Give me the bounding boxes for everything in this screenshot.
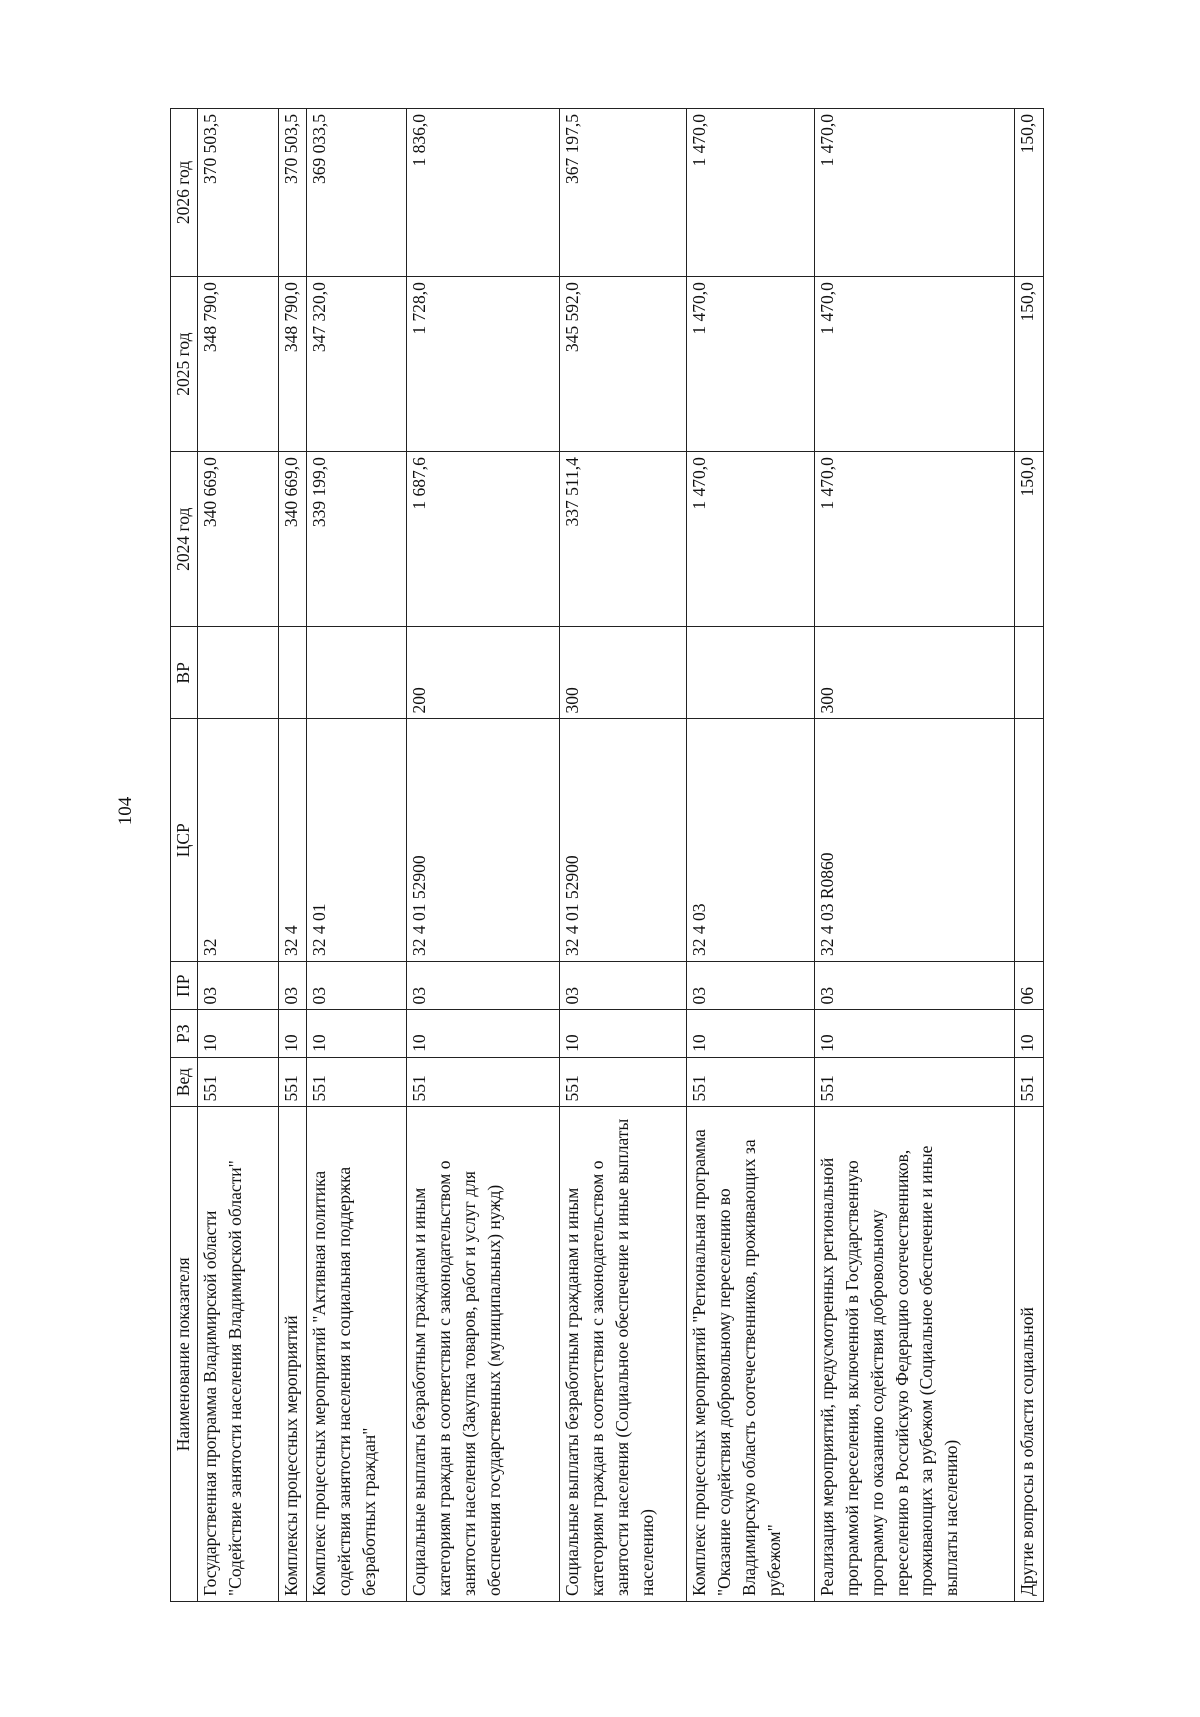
row-2025: 1 728,0 — [407, 277, 560, 452]
table-row — [307, 109, 407, 1602]
row-vr — [279, 627, 307, 719]
row-2024: 1 470,0 — [687, 452, 815, 627]
table-row — [687, 109, 815, 1602]
row-pr: 03 — [198, 962, 279, 1011]
row-pr: 03 — [687, 962, 815, 1011]
budget-table-container — [170, 108, 1043, 1602]
row-ved: 551 — [198, 1057, 279, 1107]
row-2026: 370 503,5 — [279, 109, 307, 277]
budget-table — [170, 108, 1044, 1602]
table-row — [198, 109, 279, 1602]
row-2025: 348 790,0 — [198, 277, 279, 452]
row-vr: 300 — [815, 627, 1015, 719]
table-row — [815, 109, 1015, 1602]
header-2025: 2025 год — [171, 277, 198, 452]
page-number: 104 — [115, 796, 136, 826]
row-ved: 551 — [687, 1057, 815, 1107]
row-rz: 10 — [279, 1010, 307, 1057]
row-ved: 551 — [560, 1057, 687, 1107]
row-rz: 10 — [1015, 1010, 1044, 1057]
row-csr: 32 4 03 — [687, 719, 815, 962]
row-2024: 1 687,6 — [407, 452, 560, 627]
row-2026: 1 470,0 — [815, 109, 1015, 277]
table-row — [560, 109, 687, 1602]
header-csr: ЦСР — [171, 719, 198, 962]
header-2026: 2026 год — [171, 109, 198, 277]
row-2025: 1 470,0 — [687, 277, 815, 452]
row-pr: 03 — [307, 962, 407, 1011]
row-2026: 1 836,0 — [407, 109, 560, 277]
table-header-row — [171, 109, 198, 1602]
row-csr: 32 4 01 — [307, 719, 407, 962]
row-name: Социальные выплаты безработным гражданам и иным категориям граждан в соответствии с законодательством о занятости населения (Социальное обеспечение и иные выплаты населению) — [560, 1107, 687, 1602]
table-row — [407, 109, 560, 1602]
row-csr: 32 4 01 52900 — [407, 719, 560, 962]
row-vr — [1015, 627, 1044, 719]
row-name: Комплекс процессных мероприятий "Активная политика содействия занятости населения и социальная поддержка безработных граждан" — [307, 1107, 407, 1602]
row-rz: 10 — [407, 1010, 560, 1057]
row-rz: 10 — [560, 1010, 687, 1057]
row-2024: 340 669,0 — [198, 452, 279, 627]
row-2025: 345 592,0 — [560, 277, 687, 452]
row-2024: 339 199,0 — [307, 452, 407, 627]
row-name: Государственная программа Владимирской области "Содействие занятости населения Владимирской области" — [198, 1107, 279, 1602]
table-row — [279, 109, 307, 1602]
header-name: Наименование показателя — [171, 1107, 198, 1602]
row-pr: 03 — [407, 962, 560, 1011]
row-rz: 10 — [198, 1010, 279, 1057]
row-vr: 200 — [407, 627, 560, 719]
row-pr: 03 — [560, 962, 687, 1011]
row-ved: 551 — [279, 1057, 307, 1107]
table-row — [1015, 109, 1044, 1602]
row-2026: 367 197,5 — [560, 109, 687, 277]
row-name: Комплекс процессных мероприятий "Региональная программа "Оказание содействия добровольному переселению во Владимирскую область соотечественников, проживающих за рубежом" — [687, 1107, 815, 1602]
row-2025: 348 790,0 — [279, 277, 307, 452]
header-rz: РЗ — [171, 1010, 198, 1057]
row-pr: 06 — [1015, 962, 1044, 1011]
header-ved: Вед — [171, 1057, 198, 1107]
row-2025: 1 470,0 — [815, 277, 1015, 452]
row-2026: 1 470,0 — [687, 109, 815, 277]
row-2026: 370 503,5 — [198, 109, 279, 277]
row-csr: 32 4 01 52900 — [560, 719, 687, 962]
row-vr — [198, 627, 279, 719]
row-rz: 10 — [307, 1010, 407, 1057]
row-2025: 150,0 — [1015, 277, 1044, 452]
row-name: Социальные выплаты безработным гражданам и иным категориям граждан в соответствии с законодательством о занятости населения (Закупка товаров, работ и услуг для обеспечения государственных (муниципальных) нужд) — [407, 1107, 560, 1602]
row-pr: 03 — [279, 962, 307, 1011]
row-ved: 551 — [1015, 1057, 1044, 1107]
row-rz: 10 — [687, 1010, 815, 1057]
row-2024: 150,0 — [1015, 452, 1044, 627]
header-pr: ПР — [171, 962, 198, 1011]
row-2024: 340 669,0 — [279, 452, 307, 627]
row-2026: 150,0 — [1015, 109, 1044, 277]
row-2024: 1 470,0 — [815, 452, 1015, 627]
row-ved: 551 — [307, 1057, 407, 1107]
header-vr: ВР — [171, 627, 198, 719]
row-name: Другие вопросы в области социальной — [1015, 1107, 1044, 1602]
header-2024: 2024 год — [171, 452, 198, 627]
row-pr: 03 — [815, 962, 1015, 1011]
row-csr — [1015, 719, 1044, 962]
row-2024: 337 511,4 — [560, 452, 687, 627]
row-ved: 551 — [815, 1057, 1015, 1107]
row-2025: 347 320,0 — [307, 277, 407, 452]
row-name: Комплексы процессных мероприятий — [279, 1107, 307, 1602]
row-vr — [687, 627, 815, 719]
row-2026: 369 033,5 — [307, 109, 407, 277]
row-rz: 10 — [815, 1010, 1015, 1057]
row-csr: 32 4 — [279, 719, 307, 962]
row-vr: 300 — [560, 627, 687, 719]
row-name: Реализация мероприятий, предусмотренных региональной программой переселения, включенной в Государственную программу по оказанию содействия добровольному переселению в Российскую Федерацию соотечественников, проживающих за рубежом (Социальное обеспечение и иные выплаты населению) — [815, 1107, 1015, 1602]
row-csr: 32 — [198, 719, 279, 962]
row-vr — [307, 627, 407, 719]
row-csr: 32 4 03 R0860 — [815, 719, 1015, 962]
row-ved: 551 — [407, 1057, 560, 1107]
